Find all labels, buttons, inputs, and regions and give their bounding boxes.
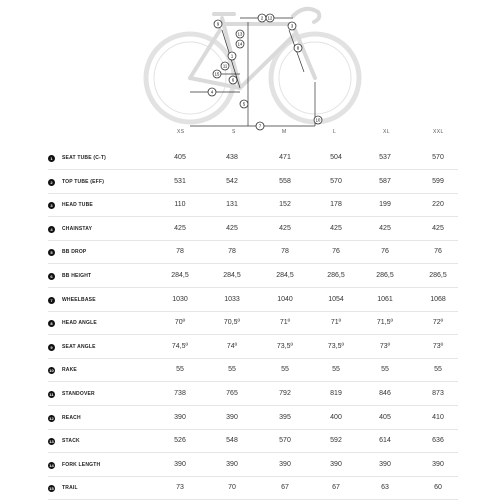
table-row <box>48 265 458 288</box>
svg-text:14: 14 <box>237 41 243 47</box>
cell-l: 178 <box>330 201 342 209</box>
cell-xxl: 570 <box>432 154 444 161</box>
row-label: BB HEIGHT <box>62 273 92 279</box>
cell-s: 390 <box>226 460 238 468</box>
cell-xs: 531 <box>174 177 186 185</box>
column-header-xs: XS <box>177 129 185 135</box>
table-row <box>48 454 458 477</box>
cell-xs: 78 <box>176 248 184 256</box>
cell-l: 286,5 <box>327 272 345 279</box>
cell-xxl: 636 <box>432 437 444 445</box>
table-row <box>48 241 458 264</box>
svg-text:6: 6 <box>231 77 235 83</box>
cell-xs: 74,5º <box>171 342 189 350</box>
cell-l: 55 <box>332 366 340 374</box>
row-number-badge: 5 <box>48 249 55 256</box>
cell-l: 390 <box>330 460 342 468</box>
cell-s: 438 <box>226 154 238 161</box>
table-row <box>48 430 458 453</box>
row-number-badge: 10 <box>49 368 54 374</box>
row-label: FORK LENGTH <box>62 461 101 468</box>
cell-m: 395 <box>279 413 291 421</box>
svg-text:12: 12 <box>267 15 273 21</box>
row-number-badge: 1 <box>48 155 55 162</box>
cell-m: 1040 <box>277 295 293 303</box>
cell-xxl: 220 <box>432 201 444 209</box>
cell-xs: 425 <box>174 224 186 232</box>
cell-m: 152 <box>279 201 291 209</box>
cell-xl: 1061 <box>377 295 393 303</box>
cell-m: 73,5º <box>276 342 294 350</box>
column-header-xxl: XXL <box>433 129 444 135</box>
row-number-badge: 7 <box>48 297 55 304</box>
cell-s: 425 <box>226 224 238 232</box>
cell-xxl: 60 <box>434 484 442 492</box>
row-label: SEAT TUBE (C-T) <box>62 155 107 161</box>
diagram-badge-9 <box>214 20 222 28</box>
bike-geometry-diagram <box>0 0 500 132</box>
cell-xs: 738 <box>174 390 186 397</box>
table-row <box>48 147 458 170</box>
cell-xxl: 425 <box>432 224 444 232</box>
cell-l: 819 <box>330 390 342 397</box>
cell-l: 67 <box>332 484 340 492</box>
cell-xl: 614 <box>379 437 391 445</box>
cell-l: 504 <box>330 154 342 161</box>
cell-xl: 405 <box>379 413 391 421</box>
diagram-badge-6 <box>229 76 237 84</box>
cell-xl: 587 <box>379 177 391 185</box>
cell-s: 131 <box>226 201 238 209</box>
column-header-xl: XL <box>383 129 390 135</box>
svg-text:9: 9 <box>216 21 220 27</box>
cell-m: 471 <box>279 154 291 161</box>
table-row <box>48 218 458 241</box>
row-label: CHAINSTAY <box>62 225 93 232</box>
row-number-badge: 4 <box>48 226 55 233</box>
row-number-badge: 14 <box>49 462 54 468</box>
svg-text:15: 15 <box>214 71 220 77</box>
diagram-badge-1 <box>228 52 236 60</box>
row-number-badge: 6 <box>48 273 55 280</box>
svg-text:5: 5 <box>242 101 246 107</box>
row-label: BB DROP <box>62 249 87 256</box>
table-row <box>48 477 458 500</box>
table-row <box>48 289 458 312</box>
cell-l: 76 <box>332 248 340 256</box>
cell-l: 71º <box>330 319 342 327</box>
cell-s: 390 <box>226 413 238 421</box>
cell-m: 67 <box>281 484 289 492</box>
table-row <box>48 312 458 335</box>
cell-m: 284,5 <box>276 272 294 279</box>
cell-xl: 73º <box>379 342 391 350</box>
cell-xl: 537 <box>379 154 391 161</box>
table-row <box>48 359 458 382</box>
svg-text:13: 13 <box>237 31 243 37</box>
diagram-badge-3 <box>288 22 296 30</box>
column-header-m: M <box>282 129 287 135</box>
row-number-badge: 12 <box>49 415 54 421</box>
row-number-badge: 15 <box>49 486 54 492</box>
row-label: HEAD ANGLE <box>62 320 97 327</box>
row-label: TRAIL <box>62 485 78 492</box>
cell-xs: 405 <box>174 154 186 161</box>
row-label: REACH <box>62 414 81 421</box>
diagram-badge-4 <box>208 88 216 96</box>
cell-xs: 1030 <box>172 295 188 303</box>
table-row <box>48 383 458 406</box>
cell-s: 78 <box>228 248 236 256</box>
cell-s: 55 <box>228 366 236 374</box>
row-number-badge: 9 <box>48 344 55 351</box>
cell-xs: 526 <box>174 437 186 445</box>
row-label: TOP TUBE (EFF) <box>62 178 105 185</box>
svg-text:2: 2 <box>260 15 264 21</box>
cell-xxl: 73º <box>432 342 444 350</box>
cell-s: 70,5º <box>223 319 241 327</box>
cell-xs: 284,5 <box>171 272 189 279</box>
diagram-badge-11 <box>221 62 229 70</box>
cell-s: 70 <box>228 484 236 492</box>
row-number-badge: 3 <box>48 202 55 209</box>
diagram-badge-13 <box>236 30 244 38</box>
cell-m: 570 <box>279 437 291 445</box>
cell-xxl: 1068 <box>430 295 446 303</box>
cell-xs: 55 <box>176 366 184 374</box>
svg-text:10: 10 <box>315 117 321 123</box>
cell-xxl: 76 <box>434 248 442 256</box>
svg-text:8: 8 <box>296 45 300 51</box>
cell-m: 792 <box>279 390 291 397</box>
cell-xl: 55 <box>381 366 389 374</box>
cell-s: 74º <box>226 342 238 350</box>
column-header-s: S <box>232 129 236 135</box>
cell-s: 542 <box>226 177 238 185</box>
cell-xxl: 390 <box>432 460 444 468</box>
cell-xl: 390 <box>379 460 391 468</box>
cell-xxl: 72º <box>432 319 444 327</box>
svg-text:11: 11 <box>222 63 228 69</box>
row-label: STANDOVER <box>62 391 95 397</box>
cell-xxl: 599 <box>432 177 444 185</box>
cell-m: 55 <box>281 366 289 374</box>
diagram-badge-2 <box>258 14 266 22</box>
cell-xs: 390 <box>174 460 186 468</box>
cell-m: 78 <box>281 248 289 256</box>
cell-xl: 76 <box>381 248 389 256</box>
row-label: HEAD TUBE <box>62 202 93 209</box>
cell-m: 558 <box>279 177 291 185</box>
cell-xxl: 873 <box>432 390 444 397</box>
svg-text:3: 3 <box>290 23 294 29</box>
cell-m: 425 <box>279 224 291 232</box>
diagram-badge-12 <box>266 14 274 22</box>
cell-xl: 63 <box>381 484 389 492</box>
cell-l: 425 <box>330 224 342 232</box>
row-number-badge: 11 <box>49 392 54 397</box>
cell-m: 71º <box>279 319 291 327</box>
cell-xl: 286,5 <box>376 272 394 279</box>
cell-s: 548 <box>226 437 238 445</box>
diagram-badge-15 <box>213 70 221 78</box>
diagram-badge-14 <box>236 40 244 48</box>
svg-text:1: 1 <box>230 53 234 59</box>
cell-xl: 425 <box>379 224 391 232</box>
row-number-badge: 8 <box>48 320 55 327</box>
cell-xxl: 55 <box>434 366 442 374</box>
cell-l: 570 <box>330 177 342 185</box>
cell-xs: 110 <box>174 201 186 209</box>
cell-l: 400 <box>330 413 342 421</box>
row-label: STACK <box>62 438 80 445</box>
diagram-badge-7 <box>256 122 264 130</box>
cell-xxl: 410 <box>432 413 444 421</box>
row-label: RAKE <box>62 367 77 374</box>
table-row <box>48 407 458 430</box>
cell-xl: 846 <box>379 390 391 397</box>
row-number-badge: 2 <box>48 179 55 186</box>
table-row <box>48 171 458 194</box>
cell-l: 1054 <box>328 295 344 303</box>
column-header-l: L <box>333 129 337 135</box>
row-number-badge: 13 <box>49 439 54 445</box>
cell-l: 592 <box>330 437 342 445</box>
cell-xl: 71,5º <box>376 319 394 327</box>
cell-s: 765 <box>226 390 238 397</box>
cell-xl: 199 <box>379 201 391 209</box>
diagram-badge-10 <box>314 116 322 124</box>
svg-text:7: 7 <box>258 123 262 129</box>
row-label: SEAT ANGLE <box>62 343 96 350</box>
svg-text:4: 4 <box>210 89 214 95</box>
cell-xs: 70º <box>174 319 186 327</box>
diagram-badge-8 <box>294 44 302 52</box>
cell-l: 73,5º <box>327 342 345 350</box>
cell-s: 1033 <box>224 295 240 303</box>
row-label: WHEELBASE <box>62 296 96 303</box>
cell-s: 284,5 <box>223 272 241 279</box>
table-row <box>48 336 458 359</box>
cell-m: 390 <box>279 460 291 468</box>
table-row <box>48 194 458 217</box>
diagram-badge-5 <box>240 100 248 108</box>
cell-xs: 390 <box>174 413 186 421</box>
cell-xxl: 286,5 <box>429 272 447 279</box>
cell-xs: 73 <box>176 484 184 492</box>
